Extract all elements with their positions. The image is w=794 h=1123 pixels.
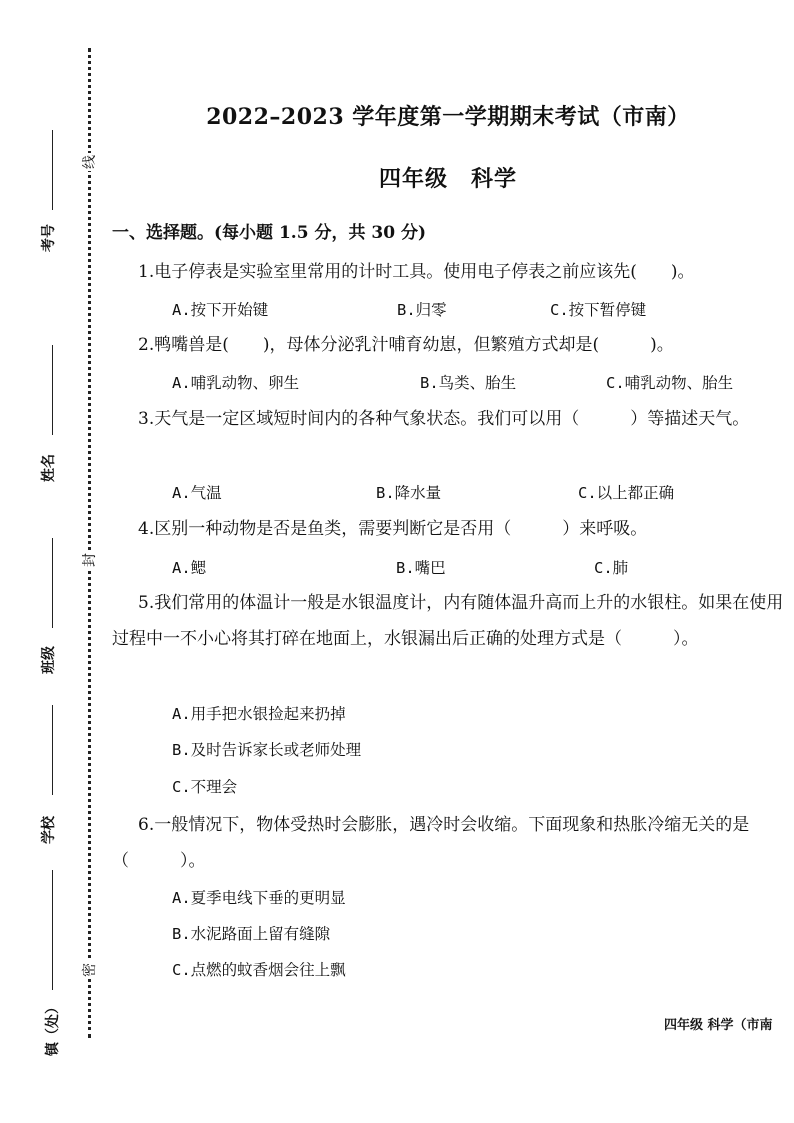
cut-mark-xian: 线 bbox=[77, 153, 101, 171]
option-b[interactable]: B.降水量 bbox=[376, 484, 442, 502]
exam-number-line[interactable] bbox=[52, 130, 53, 210]
binding-margin bbox=[0, 0, 110, 1123]
question-1: 1.电子停表是实验室里常用的计时工具。使用电子停表之前应该先( )。 bbox=[138, 262, 695, 282]
question-2: 2.鸭嘴兽是( )，母体分泌乳汁哺育幼崽，但繁殖方式却是( )。 bbox=[138, 335, 674, 355]
question-6-option-c[interactable]: C.点燃的蚊香烟会往上飘 bbox=[172, 961, 346, 979]
class-label: 班级 bbox=[41, 646, 57, 674]
option-c[interactable]: C.以上都正确 bbox=[578, 484, 675, 502]
option-c[interactable]: C.哺乳动物、胎生 bbox=[606, 374, 734, 392]
question-6-option-a[interactable]: A.夏季电线下垂的更明显 bbox=[172, 889, 346, 907]
option-c[interactable]: C.肺 bbox=[594, 559, 629, 577]
option-a[interactable]: A.气温 bbox=[172, 484, 222, 502]
option-b[interactable]: B.归零 bbox=[397, 301, 447, 319]
question-6: 6.一般情况下，物体受热时会膨胀，遇冷时会收缩。下面现象和热胀冷缩无关的是（ ）。 bbox=[112, 815, 750, 871]
cut-mark-mi: 密 bbox=[77, 961, 101, 979]
cut-dotted-line bbox=[88, 48, 91, 1038]
school-label: 学校 bbox=[41, 816, 57, 844]
name-label: 姓名 bbox=[41, 454, 57, 482]
exam-title: 2022–2023 学年度第一学期期末考试（市南） bbox=[206, 104, 690, 130]
question-5: 5.我们常用的体温计一般是水银温度计，内有随体温升高而上升的水银柱。如果在使用过程中一不小心将其打碎在地面上，水银漏出后正确的处理方式是（ ）。 bbox=[112, 593, 784, 649]
name-line[interactable] bbox=[52, 345, 53, 435]
town-line[interactable] bbox=[52, 870, 53, 990]
question-5-option-b[interactable]: B.及时告诉家长或老师处理 bbox=[172, 741, 362, 759]
cut-mark-feng: 封 bbox=[77, 551, 101, 569]
option-a[interactable]: A.哺乳动物、卵生 bbox=[172, 374, 300, 392]
option-a[interactable]: A.鳃 bbox=[172, 559, 207, 577]
exam-subtitle: 四年级 科学 bbox=[378, 166, 517, 192]
option-a[interactable]: A.按下开始键 bbox=[172, 301, 269, 319]
class-line[interactable] bbox=[52, 538, 53, 628]
question-4: 4.区别一种动物是否是鱼类，需要判断它是否用（ ）来呼吸。 bbox=[138, 519, 648, 539]
section-heading: 一、选择题。(每小题 1.5 分，共 30 分) bbox=[112, 223, 426, 243]
option-b[interactable]: B.鸟类、胎生 bbox=[420, 374, 517, 392]
question-3: 3.天气是一定区域短时间内的各种气象状态。我们可以用（ ）等描述天气。 bbox=[138, 409, 750, 429]
page-footer: 四年级 科学（市南 bbox=[664, 1018, 773, 1033]
question-5-option-c[interactable]: C.不理会 bbox=[172, 778, 238, 796]
town-label: 镇（处） bbox=[45, 1000, 61, 1056]
question-5-option-a[interactable]: A.用手把水银捡起来扔掉 bbox=[172, 705, 346, 723]
school-line[interactable] bbox=[52, 705, 53, 795]
option-c[interactable]: C.按下暂停键 bbox=[550, 301, 647, 319]
exam-number-label: 考号 bbox=[41, 224, 57, 252]
option-b[interactable]: B.嘴巴 bbox=[396, 559, 446, 577]
question-6-option-b[interactable]: B.水泥路面上留有缝隙 bbox=[172, 925, 331, 943]
